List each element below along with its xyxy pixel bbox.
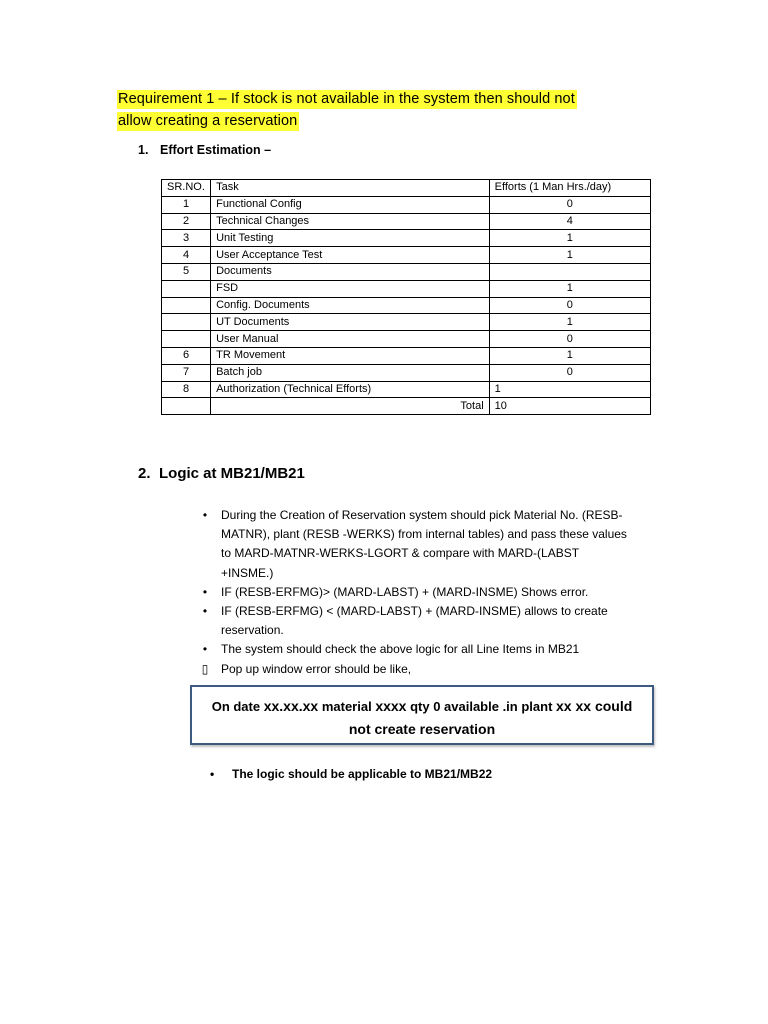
- requirement-line-2: allow creating a reservation: [118, 113, 298, 129]
- final-list-item-text: The logic should be applicable to MB21/MB22: [232, 767, 493, 781]
- requirement-heading: [117, 88, 617, 132]
- table-row: [162, 381, 651, 398]
- cell-task: Technical Changes: [211, 213, 490, 230]
- table-row: [162, 297, 651, 314]
- cell-sr: [162, 280, 211, 297]
- effort-table: [161, 179, 651, 415]
- table-row: [162, 247, 651, 264]
- total-label: Total: [211, 398, 490, 415]
- cell-effort: 1: [489, 247, 650, 264]
- header-sr-no: SR.NO.: [162, 180, 211, 197]
- cell-effort: 0: [489, 364, 650, 381]
- list-item-text: During the Creation of Reservation system should pick Material No. (RESB-MATNR), plant (RESB -WERKS) from internal tables) and pass these values to MARD-MATNR-WERKS-LGORT & compare with MARD-(LABST +INSME.): [221, 508, 627, 580]
- header-efforts: Efforts (1 Man Hrs./day): [489, 180, 650, 197]
- logic-list: [199, 506, 629, 679]
- table-row: [162, 230, 651, 247]
- table-header-row: [162, 180, 651, 197]
- cell-sr: 3: [162, 230, 211, 247]
- list-item: [199, 506, 629, 583]
- cell-sr: 7: [162, 364, 211, 381]
- cell-task: FSD: [211, 280, 490, 297]
- error-text-part: material: [318, 699, 376, 714]
- section-number: 2.: [138, 465, 151, 482]
- list-item-text: IF (RESB-ERFMG)> (MARD-LABST) + (MARD-INSME) Shows error.: [221, 584, 589, 599]
- cell-sr-empty: [162, 398, 211, 415]
- cell-effort: 1: [489, 230, 650, 247]
- error-material: xxxx: [375, 698, 407, 714]
- error-text-part: On date: [211, 699, 264, 714]
- cell-effort: 0: [489, 297, 650, 314]
- table-row: [162, 280, 651, 297]
- cell-sr: 6: [162, 347, 211, 364]
- section-logic-heading: [138, 465, 305, 482]
- cell-effort: 1: [489, 347, 650, 364]
- cell-sr: 8: [162, 381, 211, 398]
- cell-effort: 1: [489, 314, 650, 331]
- cell-task: Unit Testing: [211, 230, 490, 247]
- cell-task: Authorization (Technical Efforts): [211, 381, 490, 398]
- cell-task: Functional Config: [211, 196, 490, 213]
- final-list-item: [210, 765, 492, 784]
- cell-sr: [162, 331, 211, 348]
- cell-task: TR Movement: [211, 347, 490, 364]
- cell-task: Batch job: [211, 364, 490, 381]
- cell-sr: 4: [162, 247, 211, 264]
- bullet-icon: •: [202, 584, 208, 599]
- cell-effort: 1: [489, 280, 650, 297]
- cell-sr: 1: [162, 196, 211, 213]
- list-item: [199, 660, 629, 679]
- cell-sr: [162, 297, 211, 314]
- table-row: [162, 213, 651, 230]
- list-item: [199, 602, 629, 640]
- table-row: [162, 364, 651, 381]
- total-value: 10: [489, 398, 650, 415]
- table-row: [162, 347, 651, 364]
- cell-effort: 4: [489, 213, 650, 230]
- error-message-box: [190, 685, 654, 745]
- bullet-icon: •: [202, 508, 208, 522]
- cell-sr: 5: [162, 263, 211, 280]
- section-number: 1.: [138, 143, 149, 157]
- table-row: [162, 314, 651, 331]
- bullet-icon: •: [202, 604, 208, 619]
- list-item-text: The system should check the above logic for all Line Items in MB21: [221, 642, 580, 657]
- table-total-row: [162, 398, 651, 415]
- error-text-part: qty 0 available .in plant: [406, 699, 557, 714]
- requirement-line-1: Requirement 1 – If stock is not available in the system then should not: [118, 91, 575, 107]
- header-task: Task: [211, 180, 490, 197]
- cell-effort: [489, 263, 650, 280]
- table-row: [162, 196, 651, 213]
- error-plant: xx xx could: [556, 698, 633, 714]
- bullet-icon: •: [210, 767, 215, 781]
- cell-effort: 0: [489, 331, 650, 348]
- table-row: [162, 263, 651, 280]
- cell-task: Config. Documents: [211, 297, 490, 314]
- cell-effort: 1: [489, 381, 650, 398]
- table-row: [162, 331, 651, 348]
- list-item: [199, 583, 629, 602]
- cell-task: Documents: [211, 263, 490, 280]
- cell-effort: 0: [489, 196, 650, 213]
- cell-task: User Manual: [211, 331, 490, 348]
- cell-task: UT Documents: [211, 314, 490, 331]
- section-title: Effort Estimation –: [160, 143, 272, 157]
- cell-sr: [162, 314, 211, 331]
- section-title: Logic at MB21/MB21: [159, 465, 305, 482]
- list-item: [199, 640, 629, 659]
- list-item-text: IF (RESB-ERFMG) < (MARD-LABST) + (MARD-INSME) allows to create reservation.: [221, 604, 608, 638]
- error-date: xx.xx.xx: [263, 698, 319, 714]
- error-text-line-2: not create reservation: [348, 721, 496, 737]
- missing-glyph-icon: ▯: [201, 661, 209, 676]
- cell-sr: 2: [162, 213, 211, 230]
- cell-task: User Acceptance Test: [211, 247, 490, 264]
- list-item-text: Pop up window error should be like,: [221, 661, 412, 676]
- bullet-icon: •: [202, 642, 208, 657]
- section-effort-estimation: [138, 143, 271, 157]
